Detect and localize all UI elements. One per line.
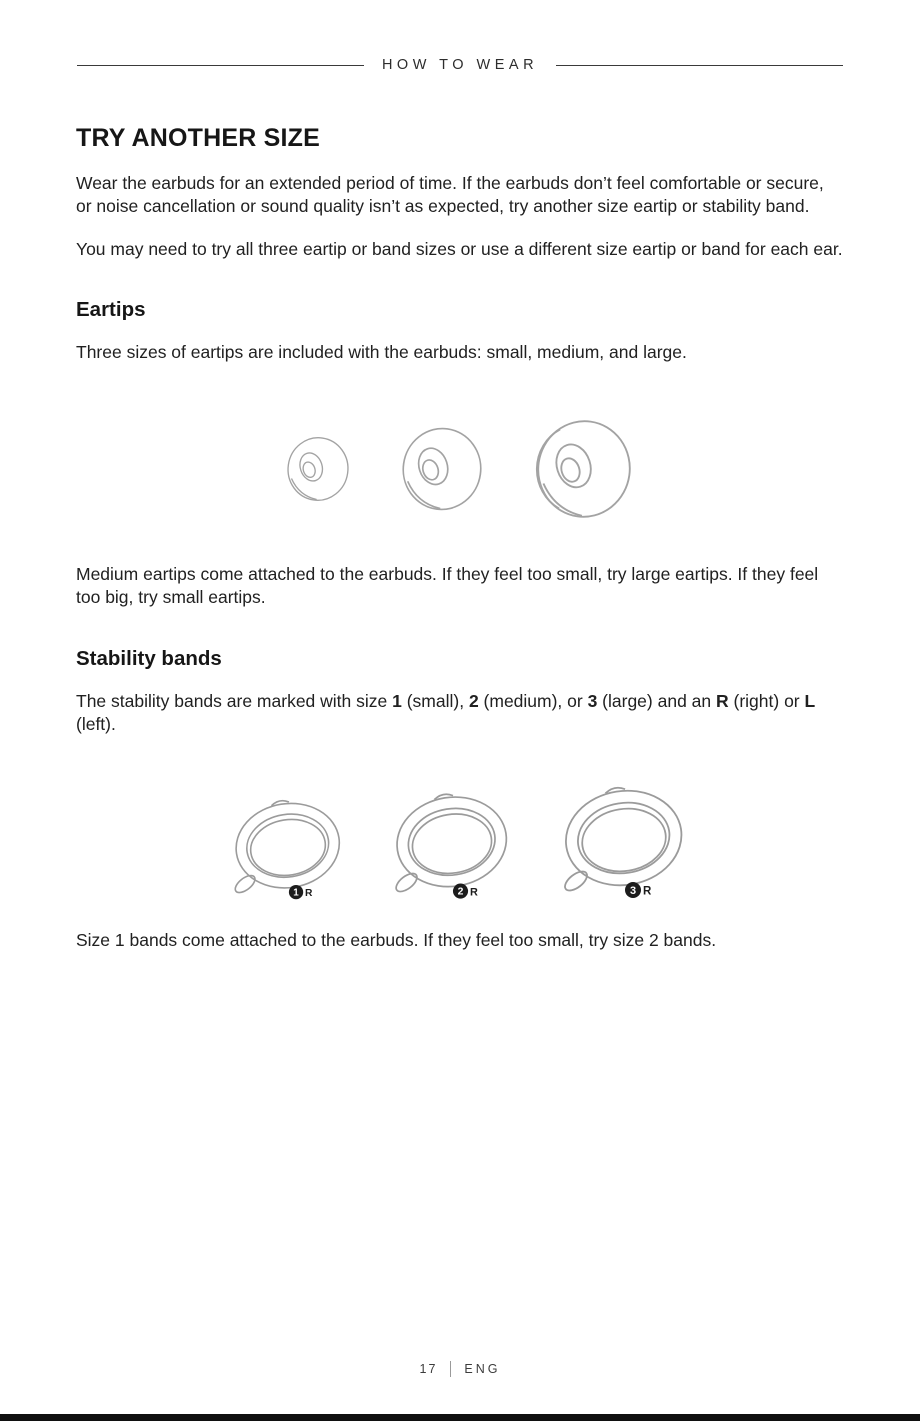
header-rule-right xyxy=(556,65,843,66)
band-2-side: R xyxy=(469,886,478,899)
text-segment: The stability bands are marked with size xyxy=(76,690,393,711)
page-footer xyxy=(0,1361,920,1377)
band-1-side: R xyxy=(304,888,313,900)
text-segment: (medium), or xyxy=(478,690,588,711)
eartips-paragraph-1: Three sizes of eartips are included with the earbuds: small, medium, and large. xyxy=(76,341,687,362)
size-1-label: 1 xyxy=(392,690,402,711)
header-title: HOW TO WEAR xyxy=(381,57,539,73)
page-header xyxy=(0,0,920,73)
size-3-label: 3 xyxy=(587,690,598,711)
intro-paragraph-2: You may need to try all three eartip or band sizes or use a different size eartip or band for each ear. xyxy=(76,238,843,259)
eartips-paragraph-2: Medium eartips come attached to the earbuds. If they feel too small, try large eartips. If they feel too big, try small eartips. xyxy=(76,564,819,608)
band-3-side: R xyxy=(643,885,652,898)
page-number: 17 xyxy=(419,1362,438,1376)
bands-intro-paragraph xyxy=(76,690,844,737)
stability-band-2-illustration xyxy=(381,785,523,910)
stability-bands-figure xyxy=(76,760,844,910)
footer-divider xyxy=(450,1361,451,1377)
eartip-small-illustration xyxy=(284,435,352,503)
size-2-label: 2 xyxy=(468,690,479,711)
right-label: R xyxy=(716,690,729,711)
text-segment: (large) and an xyxy=(597,690,716,711)
band-3-number: 3 xyxy=(629,884,637,897)
eartip-large-illustration xyxy=(532,417,636,521)
text-segment: (left). xyxy=(76,713,116,734)
band-1-number: 1 xyxy=(293,887,299,899)
bands-heading: Stability bands xyxy=(76,646,222,670)
page-title: TRY ANOTHER SIZE xyxy=(76,124,320,152)
intro-paragraph-1: Wear the earbuds for an extended period of time. If the earbuds don’t feel comfortable or secure, or noise cancellation or sound quality isn’t as expected, try another size eartip or stability band. xyxy=(76,173,824,217)
page-bottom-edge xyxy=(0,1414,920,1421)
text-segment: (right) or xyxy=(728,690,805,711)
eartip-medium-illustration xyxy=(398,425,486,513)
stability-band-1-illustration xyxy=(221,792,355,910)
text-segment: (small), xyxy=(401,690,469,711)
left-label: L xyxy=(804,690,816,711)
page-content xyxy=(0,124,920,952)
bands-paragraph-2: Size 1 bands come attached to the earbuds. If they feel too small, try size 2 bands. xyxy=(76,930,717,951)
header-rule-left xyxy=(77,65,364,66)
band-2-number: 2 xyxy=(457,886,464,898)
eartips-heading: Eartips xyxy=(76,297,146,321)
eartips-figure xyxy=(76,394,844,544)
language-label: ENG xyxy=(464,1362,501,1376)
stability-band-3-illustration xyxy=(549,778,699,910)
